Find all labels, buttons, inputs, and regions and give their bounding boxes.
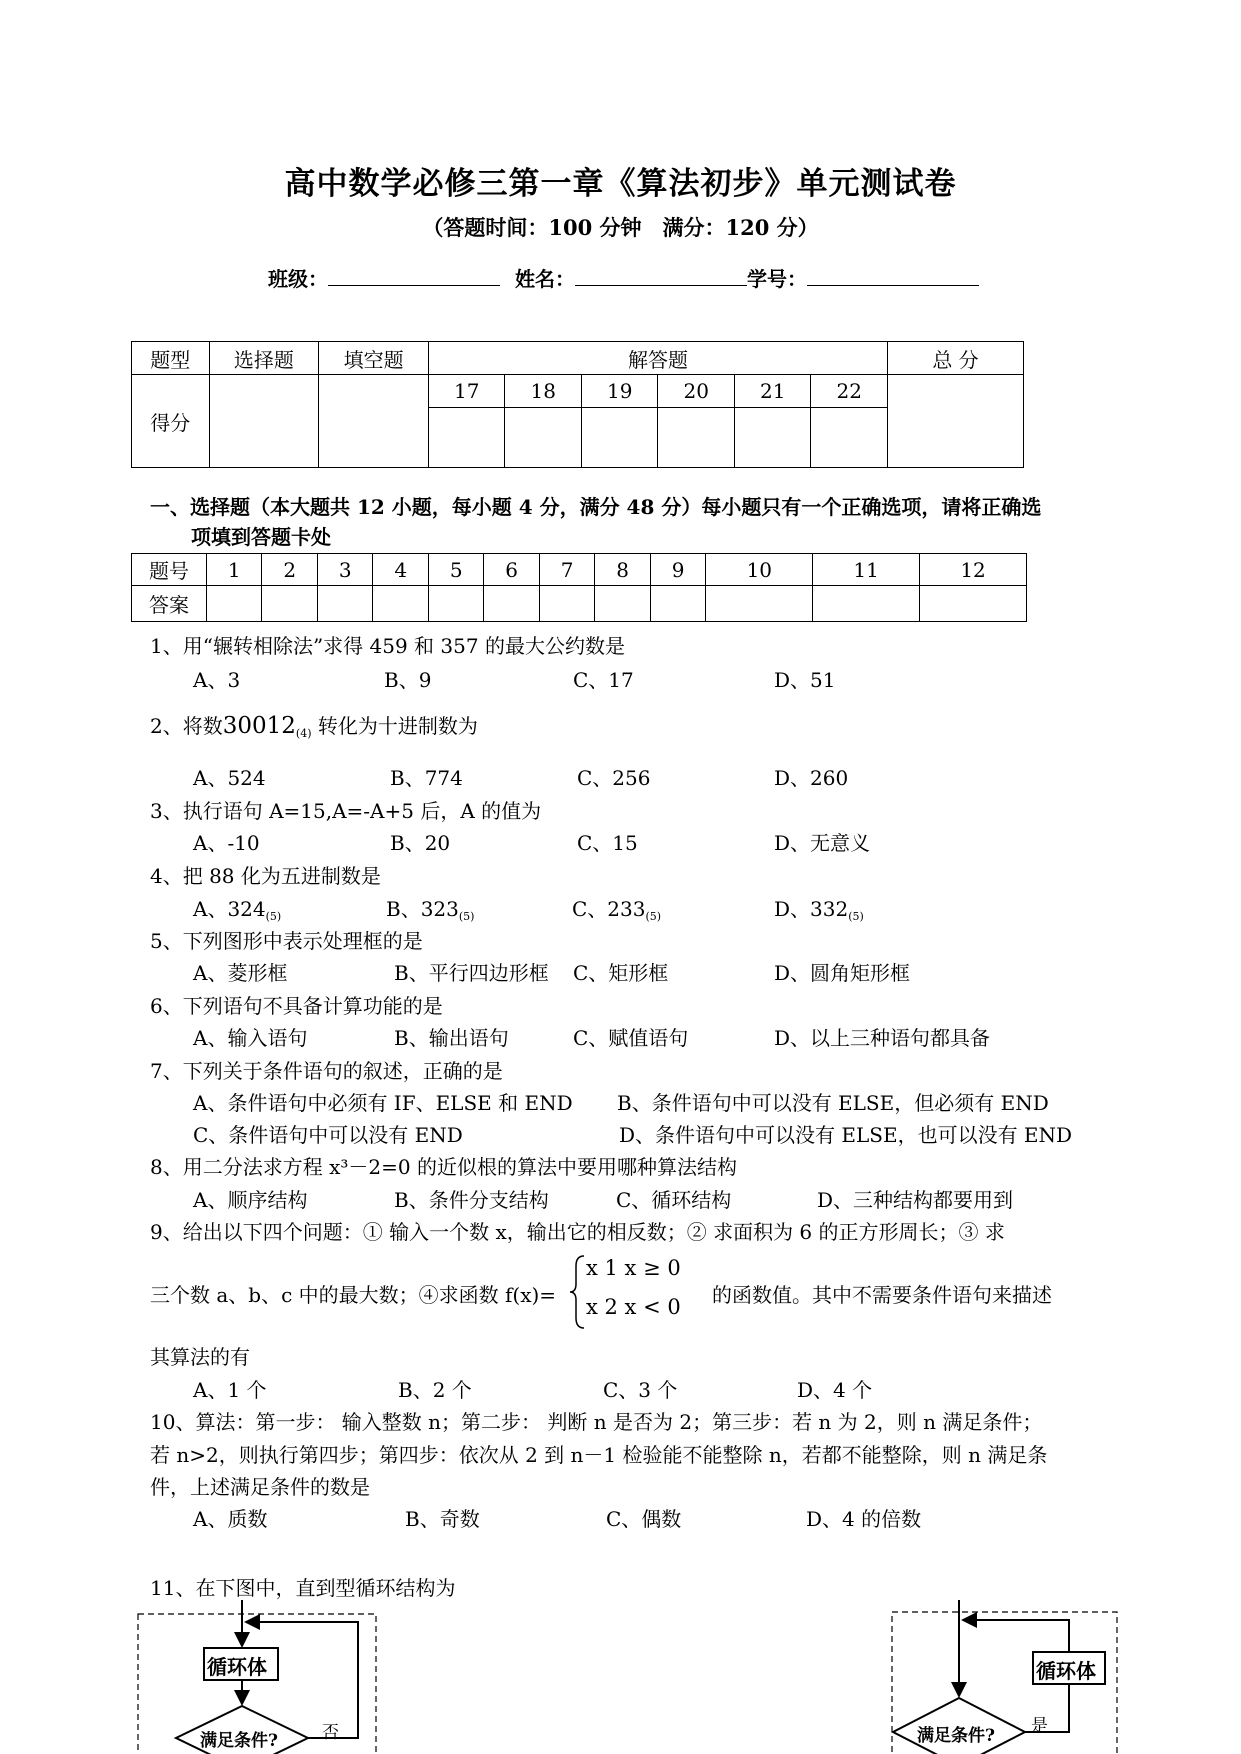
section1-heading-line2: 项填到答题卡处 [191,525,331,549]
q9-case1: x 1 x ≥ 0 [586,1256,681,1280]
total-header: 总 分 [887,342,1023,375]
q8-text: 8、用二分法求方程 x³－2=0 的近似根的算法中要用哪种算法结构 [150,1155,737,1179]
section1-heading [150,492,1100,552]
q3-option-d[interactable]: D、无意义 [774,831,871,855]
q19-score-cell[interactable] [581,408,658,468]
q7-option-a[interactable]: A、条件语句中必须有 IF、ELSE 和 END [193,1091,573,1115]
fill-header: 填空题 [319,342,429,375]
q10-line3: 件，上述满足条件的数是 [150,1475,370,1499]
ans-num-12: 12 [920,554,1027,586]
q1-option-b[interactable]: B、9 [384,668,432,692]
q9-option-c[interactable]: C、3 个 [603,1378,678,1402]
q4-option-b-base: (5) [458,910,475,923]
q5-option-b[interactable]: B、平行四边形框 [394,961,549,985]
q4-option-d-base: (5) [848,910,864,923]
q6-option-c[interactable]: C、赋值语句 [573,1026,689,1050]
q19-header: 19 [581,375,658,408]
q6-option-a[interactable]: A、输入语句 [193,1026,308,1050]
q2-post: 转化为十进制数为 [317,714,478,738]
q9-line3: 其算法的有 [150,1345,250,1369]
page-subtitle: （答题时间：100 分钟 满分：120 分） [422,215,819,240]
q2-number: 30012 [222,713,296,739]
q4-option-a-base: (5) [265,910,282,923]
q1-option-a[interactable]: A、3 [193,668,241,692]
ans-num-2: 2 [262,554,317,586]
q20-header: 20 [658,375,735,408]
q17-header: 17 [428,375,505,408]
num-row-label: 题号 [132,554,207,586]
fill-score-cell[interactable] [319,375,429,468]
q9-line2a: 三个数 a、b、c 中的最大数；④求函数 f(x)= [150,1283,557,1307]
q9-line2b: 的函数值。其中不需要条件语句来描述 [712,1283,1052,1307]
q2-option-c[interactable]: C、256 [577,766,651,790]
q6-text: 6、下列语句不具备计算功能的是 [150,994,443,1018]
q10-line1: 10、算法：第一步： 输入整数 n；第二步： 判断 n 是否为 2；第三步：若 n 为 2，则 n 满足条件； [150,1410,1043,1434]
answer-cell[interactable] [706,586,813,622]
flowchart-right-branch: 是 [1031,1716,1048,1736]
q2-text [150,710,478,740]
q1-text: 1、用“辗转相除法”求得 459 和 357 的最大公约数是 [150,634,625,658]
answer-cell[interactable] [207,586,262,622]
section1-heading-line1: 一、选择题（本大题共 12 小题，每小题 4 分，满分 48 分）每小题只有一个正确选项，请将正确选 [150,495,1042,519]
q21-header: 21 [734,375,811,408]
q21-score-cell[interactable] [734,408,811,468]
ans-num-4: 4 [373,554,428,586]
q11-text: 11、在下图中，直到型循环结构为 [150,1576,456,1600]
q9-brace [568,1254,588,1330]
name-field[interactable] [575,263,747,286]
q2-pre: 2、将数 [150,714,223,738]
ans-num-1: 1 [207,554,262,586]
flowchart-right-body: 循环体 [1036,1659,1096,1683]
q5-option-a[interactable]: A、菱形框 [193,961,288,985]
q4-option-b-label: B、323 [386,897,459,921]
q3-option-a[interactable]: A、-10 [193,831,260,855]
q2-base: (4) [295,727,312,740]
q7-option-b[interactable]: B、条件语句中可以没有 ELSE，但必须有 END [617,1091,1049,1115]
answer-cell[interactable] [595,586,650,622]
class-label: 班级： [268,267,328,291]
q8-option-c[interactable]: C、循环结构 [616,1188,732,1212]
answer-cell[interactable] [262,586,317,622]
choice-header: 选择题 [209,342,319,375]
flowchart-left-body: 循环体 [207,1655,267,1679]
flowchart-right-cond: 满足条件? [917,1726,995,1746]
q5-option-c[interactable]: C、矩形框 [573,961,669,985]
q9-option-d[interactable]: D、4 个 [797,1378,873,1402]
flowchart-left-branch: 否 [322,1723,339,1743]
q1-option-d[interactable]: D、51 [774,668,836,692]
ans-num-3: 3 [317,554,372,586]
answer-row-label: 答案 [132,586,207,622]
q4-option-d-label: D、332 [774,897,849,921]
q17-score-cell[interactable] [428,408,505,468]
q4-option-c-base: (5) [645,910,662,923]
choice-score-cell[interactable] [209,375,319,468]
answer-cell[interactable] [813,586,920,622]
id-label: 学号： [746,267,807,291]
info-line [268,263,979,292]
ans-num-5: 5 [428,554,483,586]
q4-option-b[interactable] [386,893,474,923]
q2-option-d[interactable]: D、260 [774,766,849,790]
score-label: 得分 [132,375,210,468]
q9-option-a[interactable]: A、1 个 [193,1378,267,1402]
answer-cell[interactable] [650,586,705,622]
q6-option-d[interactable]: D、以上三种语句都具备 [774,1026,991,1050]
ans-num-9: 9 [650,554,705,586]
q7-option-c[interactable]: C、条件语句中可以没有 END [193,1123,463,1147]
q4-option-a[interactable] [193,893,281,923]
q6-option-b[interactable]: B、输出语句 [394,1026,509,1050]
answer-header: 解答题 [428,342,887,375]
q22-score-cell[interactable] [811,408,888,468]
q10-option-d[interactable]: D、4 的倍数 [806,1507,922,1531]
q10-option-a[interactable]: A、质数 [193,1507,268,1531]
q20-score-cell[interactable] [658,408,735,468]
answer-table [131,553,1027,622]
q10-option-b[interactable]: B、奇数 [405,1507,480,1531]
answer-cell[interactable] [428,586,483,622]
q4-text: 4、把 88 化为五进制数是 [150,864,381,888]
answer-cell[interactable] [373,586,428,622]
ans-num-7: 7 [539,554,594,586]
q4-option-c-label: C、233 [572,897,646,921]
flowchart-left-cond: 满足条件? [200,1731,278,1751]
type-label: 题型 [132,342,210,375]
q5-text: 5、下列图形中表示处理框的是 [150,929,423,953]
page-title: 高中数学必修三第一章《算法初步》单元测试卷 [284,166,957,202]
q18-header: 18 [505,375,582,408]
q1-option-c[interactable]: C、17 [573,668,634,692]
q10-line2: 若 n>2，则执行第四步；第四步：依次从 2 到 n－1 检验能不能整除 n，若都不能整除，则 n 满足条 [150,1443,1048,1467]
q9-option-b[interactable]: B、2 个 [398,1378,472,1402]
id-field[interactable] [807,263,979,286]
q10-option-c[interactable]: C、偶数 [606,1507,682,1531]
q4-option-c[interactable] [572,893,661,923]
q7-option-d[interactable]: D、条件语句中可以没有 ELSE，也可以没有 END [619,1123,1073,1147]
q8-option-a[interactable]: A、顺序结构 [193,1188,308,1212]
q3-option-c[interactable]: C、15 [577,831,638,855]
q2-option-b[interactable]: B、774 [390,766,463,790]
score-table [131,341,1024,468]
answer-cell[interactable] [317,586,372,622]
q5-option-d[interactable]: D、圆角矩形框 [774,961,911,985]
answer-cell[interactable] [539,586,594,622]
name-label: 姓名： [514,267,575,291]
q8-option-b[interactable]: B、条件分支结构 [394,1188,549,1212]
ans-num-8: 8 [595,554,650,586]
ans-num-10: 10 [706,554,813,586]
q4-option-d[interactable] [774,893,864,923]
answer-cell[interactable] [920,586,1027,622]
class-field[interactable] [328,263,500,286]
q9-case2: x 2 x < 0 [586,1295,681,1319]
answer-cell[interactable] [484,586,539,622]
ans-num-11: 11 [813,554,920,586]
total-score-cell[interactable] [887,375,1023,468]
q8-option-d[interactable]: D、三种结构都要用到 [817,1188,1014,1212]
ans-num-6: 6 [484,554,539,586]
q4-option-a-label: A、324 [193,897,266,921]
q7-text: 7、下列关于条件语句的叙述，正确的是 [150,1059,503,1083]
q2-option-a[interactable]: A、524 [193,766,266,790]
q9-line1: 9、给出以下四个问题：① 输入一个数 x，输出它的相反数；② 求面积为 6 的正方形周长；③ 求 [150,1220,1005,1244]
q3-option-b[interactable]: B、20 [390,831,451,855]
q18-score-cell[interactable] [505,408,582,468]
q3-text: 3、执行语句 A=15,A=-A+5 后，A 的值为 [150,799,542,823]
q22-header: 22 [811,375,888,408]
